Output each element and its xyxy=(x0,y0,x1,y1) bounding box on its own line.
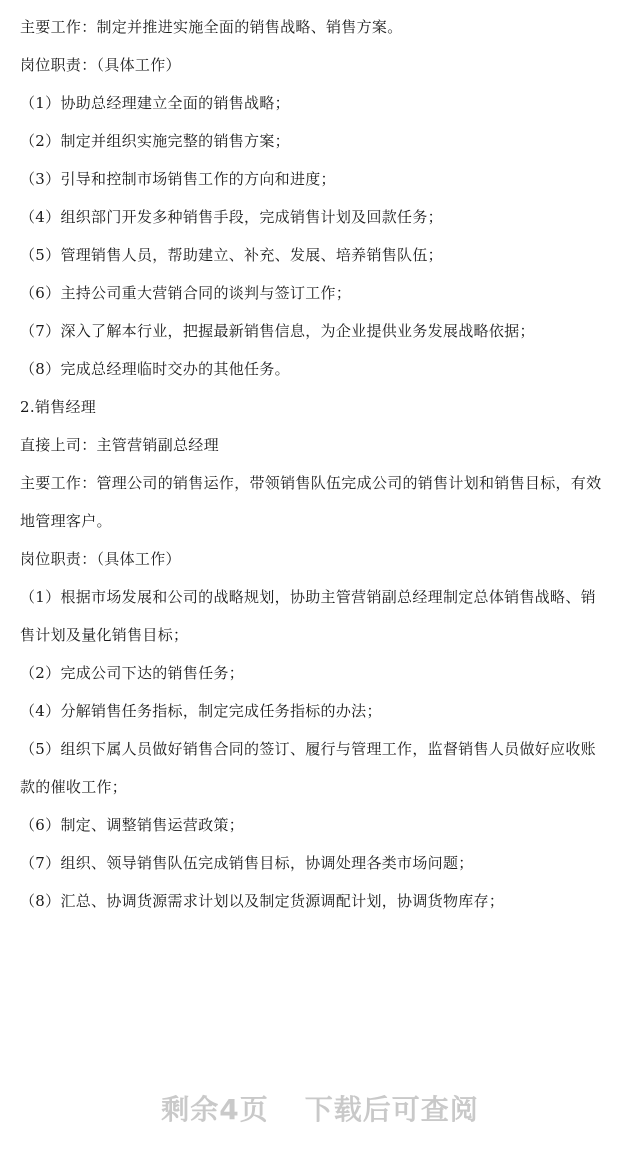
duty-item: （4）分解销售任务指标，制定完成任务指标的办法； xyxy=(20,702,382,720)
document-body xyxy=(20,8,624,920)
duty-item: （6）制定、调整销售运营政策； xyxy=(20,816,245,834)
remaining-pages-text: 剩余4页 xyxy=(161,1093,269,1126)
main-work-line: 主要工作：制定并推进实施全面的销售战略、销售方案。 xyxy=(20,18,403,36)
duty-item: （7）组织、领导销售队伍完成销售目标，协调处理各类市场问题； xyxy=(20,854,474,872)
duty-item-cont: 款的催收工作； xyxy=(20,778,128,796)
duty-item: （4）组织部门开发多种销售手段，完成销售计划及回款任务； xyxy=(20,208,443,226)
duty-item-cont: 售计划及量化销售目标； xyxy=(20,626,189,644)
duties-title: 岗位职责：（具体工作） xyxy=(20,550,181,568)
duty-item: （1）协助总经理建立全面的销售战略； xyxy=(20,94,290,112)
duty-item: （5）组织下属人员做好销售合同的签订、履行与管理工作，监督销售人员做好应收账 xyxy=(20,740,596,758)
duty-item: （2）制定并组织实施完整的销售方案； xyxy=(20,132,290,150)
section-heading: 2.销售经理 xyxy=(20,398,97,416)
duty-item: （7）深入了解本行业，把握最新销售信息，为企业提供业务发展战略依据； xyxy=(20,322,535,340)
duty-item: （3）引导和控制市场销售工作的方向和进度； xyxy=(20,170,336,188)
duty-item: （8）汇总、协调货源需求计划以及制定货源调配计划，协调货物库存； xyxy=(20,892,505,910)
duty-item: （6）主持公司重大营销合同的谈判与签订工作； xyxy=(20,284,352,302)
supervisor-line: 直接上司：主管营销副总经理 xyxy=(20,436,219,454)
main-work-line: 主要工作：管理公司的销售运作，带领销售队伍完成公司的销售计划和销售目标，有效 xyxy=(20,474,602,492)
duty-item: （8）完成总经理临时交办的其他任务。 xyxy=(20,360,290,378)
duty-item: （5）管理销售人员，帮助建立、补充、发展、培养销售队伍； xyxy=(20,246,443,264)
download-to-read-text: 下载后可查阅 xyxy=(304,1093,479,1126)
duties-title: 岗位职责：（具体工作） xyxy=(20,56,181,74)
main-work-line-cont: 地管理客户。 xyxy=(20,512,112,530)
duty-item: （1）根据市场发展和公司的战略规划，协助主管营销副总经理制定总体销售战略、销 xyxy=(20,588,596,606)
duty-item: （2）完成公司下达的销售任务； xyxy=(20,664,245,682)
download-banner[interactable] xyxy=(0,1088,640,1128)
